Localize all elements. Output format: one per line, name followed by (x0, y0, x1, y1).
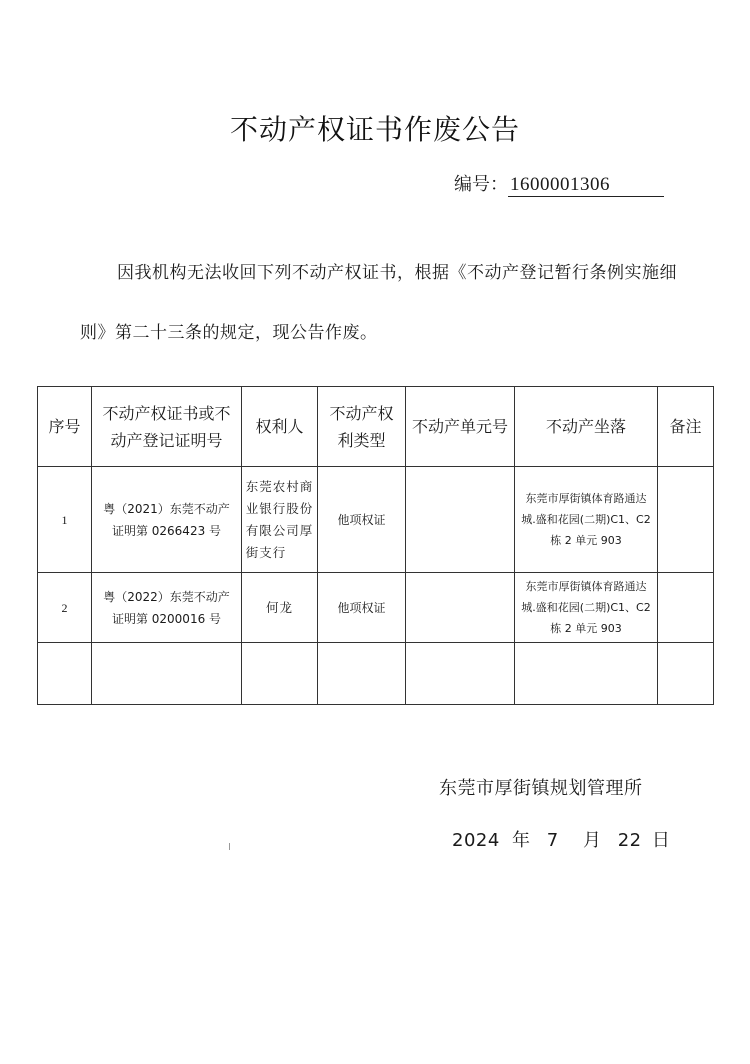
empty-cell (658, 643, 714, 705)
header-certificate-line1: 不动产权证书或不 (102, 403, 231, 423)
row-location (515, 467, 658, 573)
row-certificate-line2: 证明第 0266423 号 (111, 523, 222, 538)
row-location-line: 城.盛和花园(二期)C1、C2 (521, 601, 651, 614)
date-month-unit: 月 (582, 830, 602, 851)
row-holder-line: 街支行 (245, 544, 287, 560)
page-title: 不动产权证书作废公告 (229, 113, 520, 146)
row-unit-number (406, 467, 515, 573)
row-holder-line: 东莞农村商 (245, 478, 314, 494)
row-location-line: 东莞市厚街镇体育路通达 (525, 492, 647, 505)
row-location-line: 栋 2 单元 903 (550, 534, 622, 547)
empty-cell (318, 643, 406, 705)
date-month: 7 (546, 830, 559, 851)
empty-cell (242, 643, 318, 705)
row-unit-number (406, 573, 515, 643)
row-location-line: 东莞市厚街镇体育路通达 (525, 580, 647, 593)
header-right-type-line1: 不动产权 (329, 403, 394, 423)
header-right-type-line2: 利类型 (337, 430, 386, 450)
date-day-unit: 日 (651, 830, 671, 851)
row-location-line: 城.盛和花园(二期)C1、C2 (521, 513, 651, 526)
table-row-empty (38, 643, 714, 705)
notice-body-text: 因我机构无法收回下列不动产权证书，根据《不动产登记暂行条例实施细则》第二十三条的规定，现公告作废。 (80, 263, 677, 343)
row-right-type: 他项权证 (318, 573, 406, 643)
issuing-authority: 东莞市厚街镇规划管理所 (439, 778, 643, 799)
header-right-type (318, 387, 406, 467)
empty-cell (38, 643, 92, 705)
document-number (454, 170, 664, 197)
row-holder-line: 有限公司厚 (245, 522, 314, 538)
date-day: 22 (617, 830, 642, 851)
row-certificate-line2: 证明第 0200016 号 (111, 611, 222, 626)
header-unit-number: 不动产单元号 (406, 387, 515, 467)
header-certificate-line2: 动产登记证明号 (110, 430, 223, 450)
row-right-type: 他项权证 (318, 467, 406, 573)
row-certificate-number (92, 573, 242, 643)
row-remark (658, 573, 714, 643)
row-certificate-line1: 粤（2021）东莞不动产 (103, 501, 230, 516)
empty-cell (515, 643, 658, 705)
table-header-row (38, 387, 714, 467)
issue-date (452, 826, 670, 852)
header-remark: 备注 (658, 387, 714, 467)
row-certificate-number (92, 467, 242, 573)
row-holder-line: 何龙 (265, 599, 293, 615)
row-holder-line: 业银行股份 (245, 500, 314, 516)
empty-cell (406, 643, 515, 705)
row-seq: 1 (38, 467, 92, 573)
table-row (38, 573, 714, 643)
row-remark (658, 467, 714, 573)
date-year: 2024 (452, 830, 500, 851)
row-certificate-line1: 粤（2022）东莞不动产 (103, 589, 230, 604)
void-certificates-table (37, 386, 714, 705)
table-row (38, 467, 714, 573)
document-number-value: 1600001306 (508, 174, 664, 197)
scan-mark (229, 843, 230, 850)
row-location-line: 栋 2 单元 903 (550, 622, 622, 635)
header-location: 不动产坐落 (515, 387, 658, 467)
header-seq: 序号 (38, 387, 92, 467)
header-holder: 权利人 (242, 387, 318, 467)
empty-cell (92, 643, 242, 705)
row-holder (242, 467, 318, 573)
date-year-unit: 年 (512, 830, 531, 851)
row-seq: 2 (38, 573, 92, 643)
row-location (515, 573, 658, 643)
document-number-label: 编号： (454, 174, 508, 195)
row-holder (242, 573, 318, 643)
header-certificate-number (92, 387, 242, 467)
